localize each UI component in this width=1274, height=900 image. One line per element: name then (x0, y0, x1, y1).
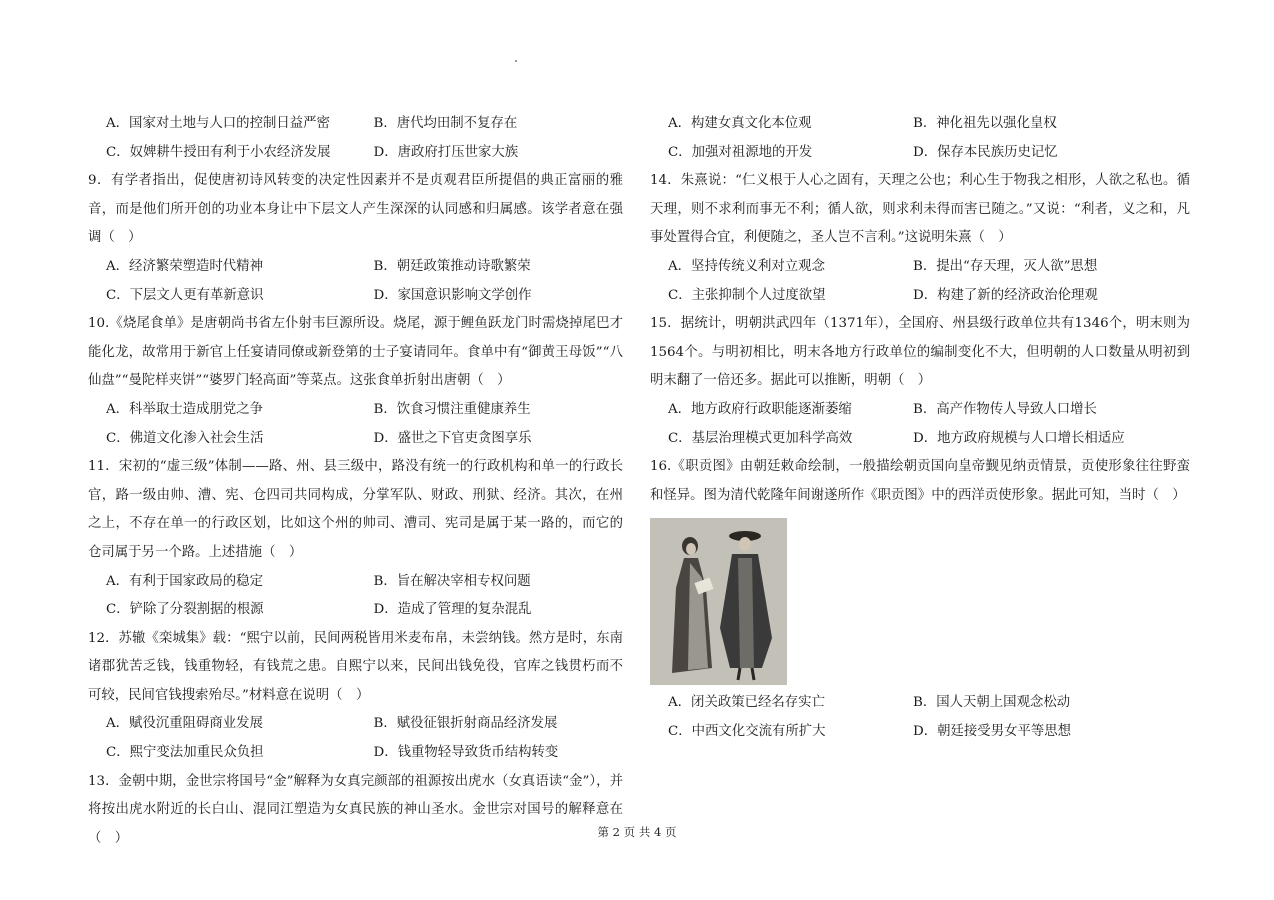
q13-stem: 13．金朝中期，金世宗将国号“金”解释为女真完颜部的祖源按出虎水（女真语读“金”），并将按出虎水附近的长白山、混同江塑造为女真民族的神山圣水。金世宗对国号的解释意在（ ） (88, 773, 623, 846)
q12-option-d[interactable]: D．钱重物轻导致货币结构转变 (373, 745, 559, 761)
q13-options (650, 110, 1190, 167)
q14-option-a[interactable]: A．坚持传统义利对立观念 (668, 258, 825, 274)
q9-option-c[interactable]: C．下层文人更有革新意识 (106, 287, 264, 303)
q12-options (88, 710, 623, 767)
scan-speck (515, 60, 517, 62)
q15-options (650, 396, 1190, 453)
q11-option-b[interactable]: B．旨在解决宰相专权问题 (373, 573, 531, 589)
q11-stem: 11．宋初的“虚三级”体制——路、州、县三级中，路没有统一的行政机构和单一的行政长官，路一级由帅、漕、宪、仓四司共同构成，分掌军队、财政、刑狱、经济。其次，在州之上，不存在单一的行政区划，比如这个州的帅司、漕司、宪司是属于某一路的，而它的仓司属于另一个路。上述措施（ ） (88, 459, 623, 560)
q16-option-a[interactable]: A．闭关政策已经名存实亡 (668, 695, 825, 711)
q14-option-d[interactable]: D．构建了新的经济政治伦理观 (913, 287, 1098, 303)
q13-option-a[interactable]: A．构建女真文化本位观 (668, 116, 812, 131)
q16-option-d[interactable]: D．朝廷接受男女平等思想 (913, 723, 1072, 739)
q9-options (88, 253, 623, 310)
left-column (88, 110, 623, 853)
q8-option-c[interactable]: C．奴婢耕牛授田有利于小农经济发展 (106, 144, 331, 160)
q9-option-a[interactable]: A．经济繁荣塑造时代精神 (106, 258, 263, 274)
question-11 (88, 453, 623, 625)
q13-option-c[interactable]: C．加强对祖源地的开发 (668, 144, 813, 160)
q9-stem: 9．有学者指出，促使唐初诗风转变的决定性因素并不是贞观君臣所提倡的典正富丽的雅音，而是他们所开创的功业本身让中下层文人产生深深的认同感和归属感。该学者意在强调（ ） (88, 173, 623, 246)
q11-option-c[interactable]: C．铲除了分裂割据的根源 (106, 602, 264, 618)
q8-option-a[interactable]: A．国家对土地与人口的控制日益严密 (106, 116, 330, 131)
q16-option-c[interactable]: C．中西文化交流有所扩大 (668, 723, 826, 739)
tribute-painting-image (650, 518, 787, 685)
q13-option-b[interactable]: B．神化祖先以强化皇权 (913, 116, 1057, 131)
question-13 (88, 768, 623, 854)
q16-options (650, 689, 1190, 746)
q10-option-c[interactable]: C．佛道文化渗入社会生活 (106, 430, 264, 446)
q8-option-d[interactable]: D．唐政府打压世家大族 (373, 144, 519, 160)
q12-option-b[interactable]: B．赋役征银折射商品经济发展 (373, 716, 558, 732)
q11-option-d[interactable]: D．造成了管理的复杂混乱 (373, 602, 532, 618)
q12-option-c[interactable]: C．熙宁变法加重民众负担 (106, 745, 264, 761)
q14-option-c[interactable]: C．主张抑制个人过度欲望 (668, 287, 826, 303)
q16-option-b[interactable]: B．国人天朝上国观念松动 (913, 695, 1071, 711)
question-12 (88, 625, 623, 768)
question-14 (650, 167, 1190, 310)
q14-stem: 14．朱熹说：“仁义根于人心之固有，天理之公也；利心生于物我之相形，人欲之私也。循天理，则不求利而事无不利；循人欲，则求利未得而害已随之。”又说：“利者，义之和，凡事处置得合宜，利便随之，圣人岂不言利。”这说明朱熹（ ） (650, 173, 1190, 246)
question-15 (650, 310, 1190, 453)
question-10 (88, 310, 623, 453)
western-envoys-figure (650, 518, 787, 685)
q14-option-b[interactable]: B．提出“存天理，灭人欲”思想 (913, 258, 1098, 274)
q11-option-a[interactable]: A．有利于国家政局的稳定 (106, 573, 263, 589)
q12-option-a[interactable]: A．赋役沉重阻碍商业发展 (106, 716, 263, 732)
q15-stem: 15．据统计，明朝洪武四年（1371年），全国府、州县级行政单位共有1346个，明末则为1564个。与明初相比，明末各地方行政单位的编制变化不大，但明朝的人口数量从明初到明末翻了一倍还多。据此可以推断，明朝（ ） (650, 316, 1190, 389)
question-9 (88, 167, 623, 310)
q14-options (650, 253, 1190, 310)
q9-option-d[interactable]: D．家国意识影响文学创作 (373, 287, 532, 303)
q10-stem: 10.《烧尾食单》是唐朝尚书省左仆射韦巨源所设。烧尾，源于鲤鱼跃龙门时需烧掉尾巴才能化龙，故常用于新官上任宴请同僚或新登第的士子宴请同年。食单中有“御黄王母饭”“八仙盘”“曼陀样夹饼”“婆罗门轻高面”等菜点。这张食单折射出唐朝（ ） (88, 316, 623, 389)
right-column (650, 110, 1190, 747)
q8-option-b[interactable]: B．唐代均田制不复存在 (373, 116, 518, 131)
q12-stem: 12．苏辙《栾城集》载：“熙宁以前，民间两税皆用米麦布帛，未尝纳钱。然方是时，东南诸郡犹苦乏钱，钱重物轻，有钱荒之患。自熙宁以来，民间出钱免役，官库之钱贯朽而不可较，民间官钱搜索殆尽。”材料意在说明（ ） (88, 630, 623, 703)
q15-option-d[interactable]: D．地方政府规模与人口增长相适应 (913, 430, 1125, 446)
page-number-footer: 第 2 页 共 4 页 (597, 825, 677, 839)
q8-options (88, 110, 623, 167)
q10-option-d[interactable]: D．盛世之下官吏贪图享乐 (373, 430, 532, 446)
q11-options (88, 568, 623, 625)
q10-options (88, 396, 623, 453)
q13-option-d[interactable]: D．保存本民族历史记忆 (913, 144, 1058, 160)
q16-stem: 16.《职贡图》由朝廷敕命绘制，一般描绘朝贡国向皇帝觐见纳贡情景，贡使形象往往野蛮和怪异。图为清代乾隆年间谢遂所作《职贡图》中的西洋贡使形象。据此可知，当时（ ） (650, 459, 1190, 503)
q15-option-c[interactable]: C．基层治理模式更加科学高效 (668, 430, 853, 446)
q9-option-b[interactable]: B．朝廷政策推动诗歌繁荣 (373, 258, 531, 274)
q15-option-a[interactable]: A．地方政府行政职能逐渐萎缩 (668, 401, 852, 417)
q15-option-b[interactable]: B．高产作物传人导致人口增长 (913, 401, 1097, 417)
q10-option-b[interactable]: B．饮食习惯注重健康养生 (373, 401, 531, 417)
q10-option-a[interactable]: A．科举取士造成朋党之争 (106, 401, 263, 417)
question-16 (650, 453, 1190, 746)
